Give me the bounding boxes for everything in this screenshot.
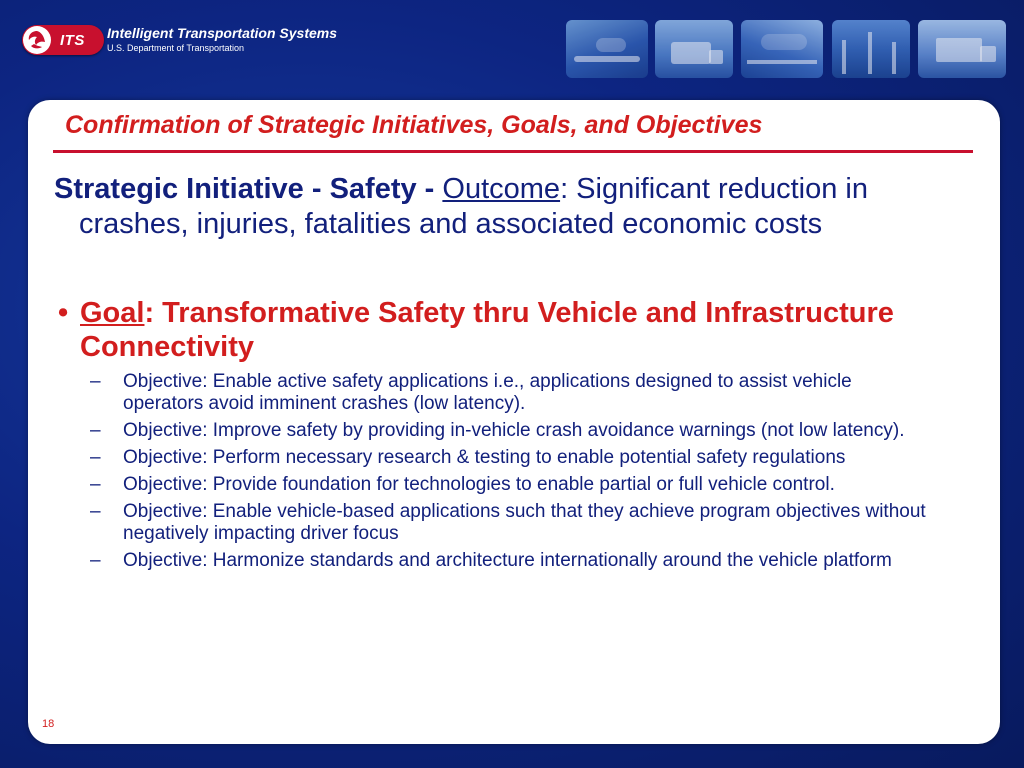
- header-photo-truck: [655, 20, 733, 78]
- objective-item: [90, 550, 930, 572]
- objective-text: Objective: Enable vehicle-based applications such that they achieve program objectives without negatively impacting driver focus: [123, 501, 926, 544]
- objective-text: Objective: Harmonize standards and architecture internationally around the vehicle platform: [123, 550, 892, 571]
- header-photo-semi-truck: [918, 20, 1006, 78]
- goal-item: [58, 296, 898, 364]
- objective-item: [90, 474, 930, 496]
- header-photo-road: [566, 20, 648, 78]
- objective-text: Objective: Improve safety by providing in-vehicle crash avoidance warnings (not low latency).: [123, 420, 905, 441]
- objectives-list: [90, 371, 930, 577]
- slide-title: Confirmation of Strategic Initiatives, Goals, and Objectives: [65, 111, 763, 139]
- page-number: 18: [42, 718, 55, 730]
- title-divider: [53, 150, 973, 153]
- dash-marker: –: [90, 371, 101, 392]
- dot-swirl-icon: [23, 26, 51, 54]
- goal-label: Goal: [80, 297, 145, 329]
- org-subtitle: U.S. Department of Transportation: [107, 43, 245, 53]
- objective-item: [90, 371, 930, 415]
- objective-text: Objective: Enable active safety applications i.e., applications designed to assist vehicle operators avoid imminent crashes (low latency).: [123, 371, 852, 414]
- its-logo: [22, 25, 104, 55]
- header-photo-traffic: [741, 20, 823, 78]
- header-photo-bridge: [832, 20, 910, 78]
- org-name: Intelligent Transportation Systems: [107, 25, 338, 41]
- outcome-text: : Significant reduction in crashes, injuries, fatalities and associated economic costs: [79, 173, 868, 240]
- outcome-label: Outcome: [442, 173, 561, 205]
- logo-text: ITS: [60, 31, 85, 49]
- initiative-lead: Strategic Initiative - Safety -: [54, 173, 443, 205]
- dash-marker: –: [90, 447, 101, 468]
- goal-bullet: •: [58, 297, 69, 329]
- objective-item: [90, 447, 930, 469]
- dash-marker: –: [90, 550, 101, 571]
- dash-marker: –: [90, 420, 101, 441]
- strategic-initiative: [54, 172, 959, 242]
- objective-item: [90, 501, 930, 545]
- goal-description: : Transformative Safety thru Vehicle and Infrastructure Connectivity: [80, 297, 894, 363]
- goal-text: [80, 296, 898, 364]
- objective-item: [90, 420, 930, 442]
- objective-text: Objective: Perform necessary research & testing to enable potential safety regulations: [123, 447, 846, 468]
- dash-marker: –: [90, 501, 101, 522]
- objective-text: Objective: Provide foundation for technologies to enable partial or full vehicle control.: [123, 474, 835, 495]
- dash-marker: –: [90, 474, 101, 495]
